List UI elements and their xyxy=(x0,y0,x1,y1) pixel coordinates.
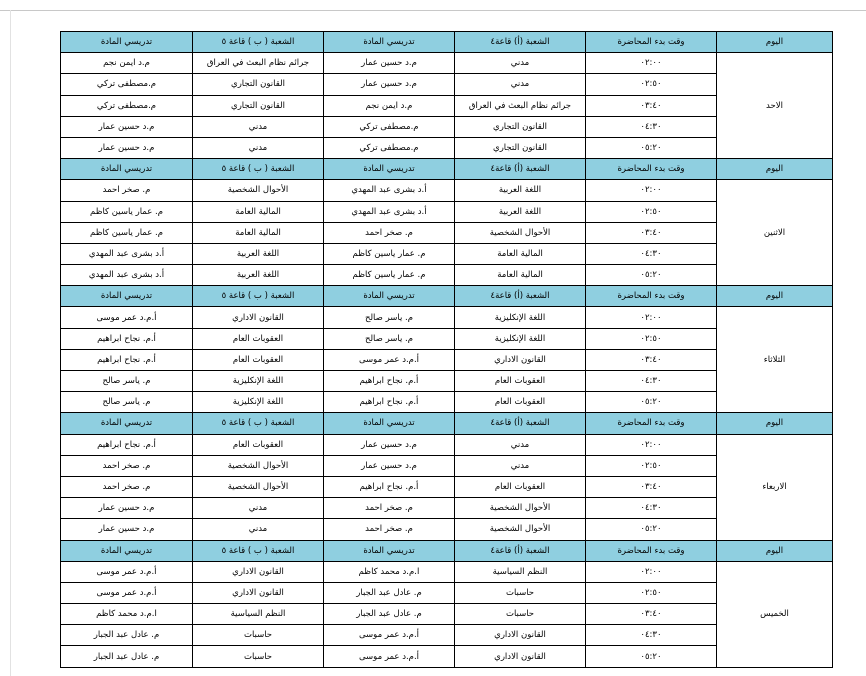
time-cell: ٠٤:٣٠ xyxy=(586,625,717,646)
course-a-cell: اللغة العربية xyxy=(455,180,586,201)
row-gap xyxy=(60,328,61,349)
header-row xyxy=(60,286,833,307)
time-cell: ٠٢:٠٠ xyxy=(586,53,717,74)
time-cell: ٠٢:٠٠ xyxy=(586,561,717,582)
table-row xyxy=(60,561,833,582)
course-a-cell: مدني xyxy=(455,455,586,476)
course-b-cell: القانون الاداري xyxy=(193,561,324,582)
time-cell: ٠٢:٠٠ xyxy=(586,434,717,455)
header-section-a: الشعبة (أ) قاعة٤ xyxy=(455,286,586,307)
course-a-cell: المالية العامة xyxy=(455,265,586,286)
teacher-b-cell: أ.م. نجاح ابراهيم xyxy=(61,349,193,370)
teacher-a-cell: م. ياسر صالح xyxy=(324,307,455,328)
header-day: اليوم xyxy=(717,286,833,307)
row-gap xyxy=(60,540,61,561)
row-gap xyxy=(60,604,61,625)
time-cell: ٠٢:٥٠ xyxy=(586,582,717,603)
time-cell: ٠٢:٥٠ xyxy=(586,328,717,349)
course-b-cell: حاسبات xyxy=(193,646,324,667)
teacher-b-cell: أ.م.د عمر موسى xyxy=(61,561,193,582)
teacher-a-cell: م. عادل عبد الجبار xyxy=(324,582,455,603)
course-a-cell: العقوبات العام xyxy=(455,392,586,413)
teacher-a-cell: أ.م.د عمر موسى xyxy=(324,646,455,667)
row-gap xyxy=(60,74,61,95)
course-a-cell: القانون الاداري xyxy=(455,646,586,667)
row-gap xyxy=(60,265,61,286)
teacher-b-cell: م.مصطفى تركي xyxy=(61,74,193,95)
teacher-a-cell: أ.م. نجاح ابراهيم xyxy=(324,392,455,413)
course-b-cell: الأحوال الشخصية xyxy=(193,476,324,497)
teacher-a-cell: أ.م.د عمر موسى xyxy=(324,349,455,370)
header-time: وقت بدء المحاضرة xyxy=(586,540,717,561)
teacher-a-cell: م. عمار ياسين كاظم xyxy=(324,243,455,264)
time-cell: ٠٤:٣٠ xyxy=(586,243,717,264)
teacher-a-cell: م. عادل عبد الجبار xyxy=(324,604,455,625)
teacher-b-cell: م. ياسر صالح xyxy=(61,392,193,413)
header-day: اليوم xyxy=(717,413,833,434)
row-gap xyxy=(60,222,61,243)
header-instructor-a: تدريسي المادة xyxy=(324,159,455,180)
table-row xyxy=(60,434,833,455)
time-cell: ٠٣:٤٠ xyxy=(586,476,717,497)
time-cell: ٠٥:٢٠ xyxy=(586,646,717,667)
page-left-margin xyxy=(0,10,11,676)
teacher-b-cell: م. صخر احمد xyxy=(61,455,193,476)
row-gap xyxy=(60,32,61,53)
course-a-cell: اللغة الإنكليزية xyxy=(455,307,586,328)
row-gap xyxy=(60,498,61,519)
row-gap xyxy=(60,349,61,370)
row-gap xyxy=(60,307,61,328)
header-row xyxy=(60,413,833,434)
header-row xyxy=(60,540,833,561)
header-day: اليوم xyxy=(717,32,833,53)
header-instructor-b: تدريسي المادة xyxy=(61,413,193,434)
time-cell: ٠٢:٠٠ xyxy=(586,307,717,328)
course-b-cell: حاسبات xyxy=(193,625,324,646)
teacher-a-cell: م.د حسين عمار xyxy=(324,74,455,95)
teacher-a-cell: م.د حسين عمار xyxy=(324,455,455,476)
teacher-b-cell: م.د حسين عمار xyxy=(61,519,193,540)
row-gap xyxy=(60,476,61,497)
teacher-b-cell: م.د حسين عمار xyxy=(61,137,193,158)
teacher-b-cell: أ.م. نجاح ابراهيم xyxy=(61,434,193,455)
teacher-a-cell: م.مصطفى تركي xyxy=(324,116,455,137)
teacher-b-cell: م.د حسين عمار xyxy=(61,116,193,137)
teacher-b-cell: أ.م.د عمر موسى xyxy=(61,582,193,603)
header-section-a: الشعبة (أ) قاعة٤ xyxy=(455,32,586,53)
course-b-cell: اللغة الإنكليزية xyxy=(193,392,324,413)
teacher-b-cell: م. صخر احمد xyxy=(61,180,193,201)
teacher-a-cell: أ.م. نجاح ابراهيم xyxy=(324,371,455,392)
time-cell: ٠٤:٣٠ xyxy=(586,498,717,519)
teacher-a-cell: م. ياسر صالح xyxy=(324,328,455,349)
day-cell: الثلاثاء xyxy=(717,307,833,413)
course-b-cell: مدني xyxy=(193,498,324,519)
row-gap xyxy=(60,392,61,413)
teacher-b-cell: أ.د بشرى عبد المهدي xyxy=(61,243,193,264)
header-instructor-a: تدريسي المادة xyxy=(324,32,455,53)
row-gap xyxy=(60,116,61,137)
row-gap xyxy=(60,201,61,222)
row-gap xyxy=(60,137,61,158)
teacher-a-cell: أ.د بشرى عبد المهدي xyxy=(324,180,455,201)
course-a-cell: الأحوال الشخصية xyxy=(455,222,586,243)
page-top-rule xyxy=(0,0,866,11)
header-row xyxy=(60,159,833,180)
time-cell: ٠٥:٢٠ xyxy=(586,392,717,413)
table-row xyxy=(60,307,833,328)
header-section-a: الشعبة (أ) قاعة٤ xyxy=(455,413,586,434)
header-section-a: الشعبة (أ) قاعة٤ xyxy=(455,159,586,180)
row-gap xyxy=(60,582,61,603)
time-cell: ٠٥:٢٠ xyxy=(586,137,717,158)
course-a-cell: العقوبات العام xyxy=(455,371,586,392)
teacher-b-cell: م. ياسر صالح xyxy=(61,371,193,392)
row-gap xyxy=(60,519,61,540)
teacher-b-cell: م.د ايمن نجم xyxy=(61,53,193,74)
course-b-cell: النظم السياسية xyxy=(193,604,324,625)
table-row xyxy=(60,180,833,201)
course-a-cell: حاسبات xyxy=(455,604,586,625)
header-instructor-a: تدريسي المادة xyxy=(324,286,455,307)
teacher-b-cell: م. عمار ياسين كاظم xyxy=(61,222,193,243)
course-a-cell: اللغة العربية xyxy=(455,201,586,222)
course-a-cell: مدني xyxy=(455,434,586,455)
teacher-b-cell: م. عادل عبد الجبار xyxy=(61,646,193,667)
course-b-cell: الأحوال الشخصية xyxy=(193,180,324,201)
row-gap xyxy=(60,371,61,392)
teacher-a-cell: م.د حسين عمار xyxy=(324,434,455,455)
header-instructor-b: تدريسي المادة xyxy=(61,540,193,561)
teacher-a-cell: م. صخر احمد xyxy=(324,222,455,243)
header-section-b: الشعبة ( ب ) قاعة ٥ xyxy=(193,159,324,180)
teacher-b-cell: م. عادل عبد الجبار xyxy=(61,625,193,646)
row-gap xyxy=(60,561,61,582)
row-gap xyxy=(60,95,61,116)
teacher-a-cell: م. صخر احمد xyxy=(324,519,455,540)
course-b-cell: القانون الاداري xyxy=(193,582,324,603)
schedule-table xyxy=(59,31,833,668)
course-a-cell: مدني xyxy=(455,53,586,74)
course-b-cell: العقوبات العام xyxy=(193,349,324,370)
course-a-cell: العقوبات العام xyxy=(455,476,586,497)
teacher-b-cell: أ.د بشرى عبد المهدي xyxy=(61,265,193,286)
teacher-a-cell: أ.م. نجاح ابراهيم xyxy=(324,476,455,497)
course-a-cell: القانون الاداري xyxy=(455,349,586,370)
row-gap xyxy=(60,625,61,646)
header-section-a: الشعبة (أ) قاعة٤ xyxy=(455,540,586,561)
header-time: وقت بدء المحاضرة xyxy=(586,32,717,53)
course-b-cell: العقوبات العام xyxy=(193,328,324,349)
course-a-cell: الأحوال الشخصية xyxy=(455,519,586,540)
course-a-cell: القانون التجاري xyxy=(455,116,586,137)
course-b-cell: القانون التجاري xyxy=(193,95,324,116)
teacher-b-cell: أ.م.د عمر موسى xyxy=(61,307,193,328)
course-b-cell: العقوبات العام xyxy=(193,434,324,455)
header-section-b: الشعبة ( ب ) قاعة ٥ xyxy=(193,32,324,53)
row-gap xyxy=(60,434,61,455)
time-cell: ٠٢:٠٠ xyxy=(586,180,717,201)
teacher-b-cell: م.مصطفى تركي xyxy=(61,95,193,116)
course-b-cell: القانون الاداري xyxy=(193,307,324,328)
row-gap xyxy=(60,413,61,434)
teacher-a-cell: أ.م.د عمر موسى xyxy=(324,625,455,646)
header-section-b: الشعبة ( ب ) قاعة ٥ xyxy=(193,286,324,307)
time-cell: ٠٣:٤٠ xyxy=(586,604,717,625)
teacher-a-cell: م.مصطفى تركي xyxy=(324,137,455,158)
course-a-cell: مدني xyxy=(455,74,586,95)
time-cell: ٠٣:٤٠ xyxy=(586,95,717,116)
header-instructor-b: تدريسي المادة xyxy=(61,32,193,53)
course-b-cell: مدني xyxy=(193,137,324,158)
course-b-cell: المالية العامة xyxy=(193,201,324,222)
table-row xyxy=(60,53,833,74)
course-b-cell: مدني xyxy=(193,116,324,137)
teacher-b-cell: م.د حسين عمار xyxy=(61,498,193,519)
teacher-a-cell: م.د ايمن نجم xyxy=(324,95,455,116)
header-instructor-b: تدريسي المادة xyxy=(61,159,193,180)
course-b-cell: جرائم نظام البعث في العراق xyxy=(193,53,324,74)
schedule-body xyxy=(60,32,833,668)
course-b-cell: اللغة العربية xyxy=(193,265,324,286)
course-b-cell: المالية العامة xyxy=(193,222,324,243)
time-cell: ٠٤:٣٠ xyxy=(586,116,717,137)
header-row xyxy=(60,32,833,53)
course-b-cell: مدني xyxy=(193,519,324,540)
time-cell: ٠٣:٤٠ xyxy=(586,222,717,243)
header-section-b: الشعبة ( ب ) قاعة ٥ xyxy=(193,413,324,434)
time-cell: ٠٥:٢٠ xyxy=(586,519,717,540)
header-instructor-a: تدريسي المادة xyxy=(324,413,455,434)
teacher-b-cell: أ.م. نجاح ابراهيم xyxy=(61,328,193,349)
time-cell: ٠٢:٥٠ xyxy=(586,455,717,476)
course-b-cell: القانون التجاري xyxy=(193,74,324,95)
course-a-cell: القانون الاداري xyxy=(455,625,586,646)
teacher-b-cell: م. صخر احمد xyxy=(61,476,193,497)
course-a-cell: الأحوال الشخصية xyxy=(455,498,586,519)
teacher-a-cell: م. عمار ياسين كاظم xyxy=(324,265,455,286)
header-instructor-a: تدريسي المادة xyxy=(324,540,455,561)
teacher-b-cell: ا.م.د محمد كاظم xyxy=(61,604,193,625)
course-a-cell: النظم السياسية xyxy=(455,561,586,582)
teacher-a-cell: ا.م.د محمد كاظم xyxy=(324,561,455,582)
day-cell: الخميس xyxy=(717,561,833,667)
header-instructor-b: تدريسي المادة xyxy=(61,286,193,307)
teacher-a-cell: م. صخر احمد xyxy=(324,498,455,519)
header-section-b: الشعبة ( ب ) قاعة ٥ xyxy=(193,540,324,561)
day-cell: الاحد xyxy=(717,53,833,159)
row-gap xyxy=(60,53,61,74)
header-time: وقت بدء المحاضرة xyxy=(586,159,717,180)
course-a-cell: جرائم نظام البعث في العراق xyxy=(455,95,586,116)
row-gap xyxy=(60,286,61,307)
teacher-a-cell: م.د حسين عمار xyxy=(324,53,455,74)
course-b-cell: اللغة العربية xyxy=(193,243,324,264)
time-cell: ٠٢:٥٠ xyxy=(586,74,717,95)
header-day: اليوم xyxy=(717,540,833,561)
day-cell: الاربعاء xyxy=(717,434,833,540)
course-a-cell: اللغة الإنكليزية xyxy=(455,328,586,349)
time-cell: ٠٢:٥٠ xyxy=(586,201,717,222)
course-a-cell: المالية العامة xyxy=(455,243,586,264)
time-cell: ٠٤:٣٠ xyxy=(586,371,717,392)
time-cell: ٠٥:٢٠ xyxy=(586,265,717,286)
row-gap xyxy=(60,646,61,667)
time-cell: ٠٣:٤٠ xyxy=(586,349,717,370)
row-gap xyxy=(60,243,61,264)
course-b-cell: اللغة الإنكليزية xyxy=(193,371,324,392)
row-gap xyxy=(60,455,61,476)
day-cell: الاثنين xyxy=(717,180,833,286)
course-a-cell: القانون التجاري xyxy=(455,137,586,158)
header-time: وقت بدء المحاضرة xyxy=(586,286,717,307)
teacher-b-cell: م. عمار ياسين كاظم xyxy=(61,201,193,222)
course-b-cell: الأحوال الشخصية xyxy=(193,455,324,476)
row-gap xyxy=(60,180,61,201)
row-gap xyxy=(60,159,61,180)
header-time: وقت بدء المحاضرة xyxy=(586,413,717,434)
header-day: اليوم xyxy=(717,159,833,180)
teacher-a-cell: أ.د بشرى عبد المهدي xyxy=(324,201,455,222)
course-a-cell: حاسبات xyxy=(455,582,586,603)
